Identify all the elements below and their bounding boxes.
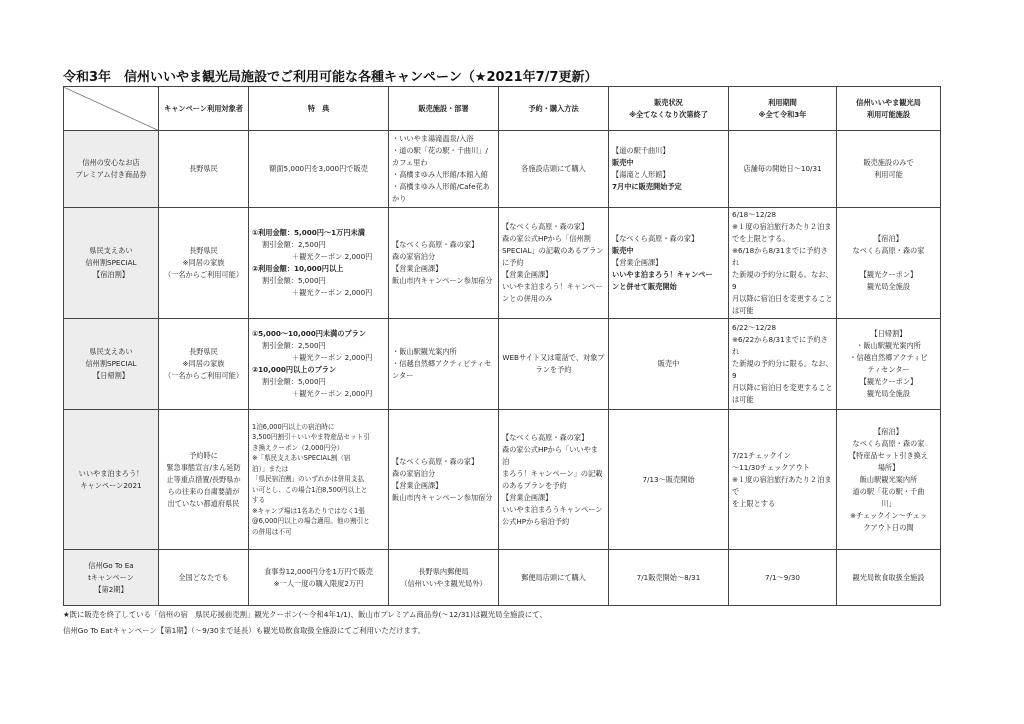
- campaign-table: [63, 86, 941, 606]
- cell-line: ※１度の宿泊旅行あたり２泊ま: [732, 222, 832, 231]
- cell-target: [159, 208, 249, 319]
- table-row: [64, 208, 941, 319]
- cell-line: ※一人一度の購入限度2万円: [273, 578, 364, 588]
- cell-shop: [389, 131, 499, 208]
- header-method: 予約・購入方法: [499, 87, 609, 131]
- cell-line: 販売中: [657, 359, 680, 368]
- header-shop: 販売施設・部署: [389, 87, 499, 131]
- header-status-line1: 販売状況: [654, 97, 683, 107]
- footnote-line: 信州Go To Eatキャンペーン【第1期】（～9/30まで延長）も観光局飲食取扱全施設にてご利用いただけます。: [63, 626, 426, 635]
- footnote-line: ★既に販売を終了している「信州の宿 県民応援前売割」観光クーポン(～令和4年1/1)、飯山市プレミアム商品券(～12/31)は観光局全施設にて、: [63, 610, 547, 619]
- cell-line: 飯山市内キャンペーン参加宿分: [392, 492, 493, 502]
- cell-line: いいやま泊まろう！: [78, 468, 144, 478]
- cell-line: 【なべくら高原・森の家】: [612, 234, 699, 243]
- cell-line: 森の家宿泊分: [392, 252, 436, 261]
- cell-line: ※6/22から8/31までに予約され: [732, 335, 828, 356]
- cell-line: （一名からご利用可能）: [163, 270, 244, 279]
- cell-line: ①5,000～10,000円未満のプラン: [252, 329, 367, 338]
- cell-line: 【営業企画課】: [612, 258, 663, 267]
- cell-line: ※6/18から8/31までに予約され: [732, 246, 828, 267]
- cell-line: まろう！キャンペーン」の記載: [502, 468, 603, 478]
- footnote: [63, 607, 547, 639]
- cell-line: でを上限とする。: [732, 234, 790, 243]
- cell-line: SPECIAL」の記載のあるプラン: [502, 246, 604, 255]
- cell-line: た新規の予約分に限る。なお、9: [732, 359, 833, 380]
- cell-line: 額面5,000円を3,000円で販売: [269, 164, 368, 173]
- cell-line: 観光局全施設: [866, 282, 911, 291]
- cell-line: 長野県民: [189, 347, 218, 356]
- header-period-line1: 利用期間: [768, 97, 797, 107]
- cell-line: は可能: [732, 395, 754, 404]
- cell-line: いいやま泊まろうキャンペーン: [502, 504, 603, 514]
- cell-line: （一名からご利用可能）: [163, 371, 244, 380]
- cell-line: 【営業企画課】: [392, 264, 443, 273]
- cell-line: ①利用金額：5,000円～1万円未満: [252, 228, 365, 237]
- cell-line: 割引金額：2,500円: [262, 240, 326, 249]
- cell-period: [729, 319, 837, 410]
- cell-line: ※チェックイン～チェッ: [849, 510, 928, 520]
- cell-facility: [837, 131, 941, 208]
- cell-line: に予約: [502, 258, 524, 267]
- cell-line: クアウト日の間: [863, 522, 914, 532]
- campaign-name: [64, 208, 159, 319]
- cell-line: 割引金額：5,000円: [262, 276, 326, 285]
- header-row: [64, 87, 941, 131]
- cell-line: ＋観光クーポン 2,000円: [292, 389, 373, 398]
- cell-line: 【日帰割】: [93, 371, 129, 380]
- header-corner: [64, 87, 159, 131]
- cell-line: ＋観光クーポン 2,000円: [292, 288, 373, 297]
- cell-target: [159, 550, 249, 606]
- cell-line: ・信越自然郷アクティビティセ: [392, 359, 492, 368]
- cell-status: [609, 131, 729, 208]
- campaign-name: [64, 550, 159, 606]
- cell-line: 6/22～12/28: [732, 323, 777, 332]
- cell-line: 【営業企画課】: [502, 492, 553, 502]
- cell-line: 7/1販売開始～8/31: [636, 572, 701, 582]
- cell-line: なべくら高原・森の家: [852, 438, 925, 448]
- cell-line: 公式HPから宿泊予約: [502, 516, 570, 526]
- cell-line: ・高橋まゆみ人形館/本館入館: [392, 170, 488, 179]
- cell-status: [609, 319, 729, 410]
- cell-line: 【観光クーポン】: [859, 377, 918, 386]
- cell-spacer: [840, 257, 937, 269]
- cell-line: らの往来の自粛要請が: [167, 486, 240, 496]
- header-status: [609, 87, 729, 131]
- cell-target: [159, 131, 249, 208]
- cell-shop: [389, 550, 499, 606]
- cell-line: ・飯山駅観光案内所: [856, 341, 921, 350]
- campaign-name: [64, 410, 159, 550]
- cell-benefit: [249, 208, 389, 319]
- cell-line: ※１度の宿泊旅行あたり２泊まで: [732, 474, 832, 496]
- cell-line: ・高橋まゆみ人形館/Cafe花あかり: [392, 182, 490, 203]
- cell-line: ティセンター: [867, 365, 910, 374]
- cell-line: 【営業企画課】: [502, 270, 553, 279]
- cell-facility: [837, 550, 941, 606]
- cell-line: 【なべくら高原・森の家】: [502, 432, 589, 442]
- cell-line: 観光局飲食取扱全施設: [852, 572, 925, 582]
- cell-line: のあるプランを予約: [502, 480, 567, 490]
- cell-line: 緊急事態宣言/まん延防: [166, 462, 241, 472]
- cell-line: 販売中: [612, 158, 634, 167]
- header-facility: [837, 87, 941, 131]
- cell-line: ンとの併用のみ: [502, 294, 553, 303]
- cell-target: [159, 319, 249, 410]
- table-row: [64, 319, 941, 410]
- cell-line: カフェ里わ: [392, 158, 428, 167]
- cell-method: [499, 410, 609, 550]
- cell-line: 3,500円割引＋いいやま特産品セット引: [252, 433, 370, 442]
- cell-line: いいやま泊まろう！キャンペー: [502, 282, 603, 291]
- cell-line: ※キャンプ場は1名あたりではなく1張: [252, 506, 365, 515]
- cell-line: 7/1～9/30: [765, 572, 800, 582]
- cell-line: の併用は不可: [252, 527, 292, 536]
- cell-line: 【営業企画課】: [392, 480, 443, 490]
- cell-line: ※同居の家族: [182, 359, 225, 368]
- cell-line: を上限とする: [732, 498, 776, 508]
- cell-line: 【特産品セット引き換え: [848, 450, 929, 460]
- cell-line: 出ていない都道府県民: [167, 498, 240, 508]
- cell-line: 信州割SPECIAL: [85, 258, 137, 267]
- header-status-line2: ※全てなくなり次第終了: [629, 109, 708, 119]
- cell-period: [729, 410, 837, 550]
- cell-line: ンと併せて販売開始: [612, 282, 677, 291]
- cell-shop: [389, 208, 499, 319]
- cell-line: （信州いいやま観光局外）: [400, 578, 487, 588]
- cell-line: 県民支えあい: [89, 246, 133, 255]
- cell-line: tキャンペーン: [88, 572, 134, 582]
- cell-status: [609, 208, 729, 319]
- cell-period: [729, 131, 837, 208]
- cell-line: 7/13～販売開始: [642, 474, 695, 484]
- header-benefit: 特 典: [249, 87, 389, 131]
- cell-line: ・飯山駅観光案内所: [392, 347, 457, 356]
- cell-line: 全国どなたでも: [178, 572, 229, 582]
- cell-shop: [389, 319, 499, 410]
- cell-line: する: [252, 496, 266, 505]
- header-facility-line2: 利用可能施設: [866, 109, 911, 119]
- cell-line: ＋観光クーポン 2,000円: [292, 353, 373, 362]
- cell-line: 7月中に販売開始予定: [612, 182, 682, 191]
- cell-line: 【なべくら高原・森の家】: [502, 222, 589, 231]
- cell-line: 森の家公式HPから「いいやま泊: [502, 444, 598, 466]
- cell-line: 飯山駅観光案内所: [859, 474, 918, 484]
- cell-line: 郵便局店頭にて購入: [521, 572, 586, 582]
- cell-line: 【湯滝と人形館】: [612, 170, 670, 179]
- header-period: [729, 87, 837, 131]
- table-row: [64, 410, 941, 550]
- cell-line: 信州の安心なお店: [82, 158, 140, 167]
- cell-line: 【なべくら高原・森の家】: [392, 456, 479, 466]
- cell-line: 森の家宿泊分: [392, 468, 436, 478]
- campaign-name: [64, 131, 159, 208]
- cell-line: ・いいやま湯滝温泉/入浴: [392, 134, 474, 143]
- header-facility-line1: 信州いいやま観光局: [856, 97, 921, 107]
- cell-line: 販売施設のみで: [863, 158, 914, 167]
- cell-method: [499, 319, 609, 410]
- cell-line: 【なべくら高原・森の家】: [392, 240, 479, 249]
- cell-line: た新規の予約分に限る。なお、9: [732, 270, 833, 291]
- cell-line: 6/18～12/28: [732, 210, 777, 219]
- cell-line: 県民支えあい: [89, 347, 133, 356]
- cell-line: 場所】: [877, 462, 900, 472]
- cell-line: 店舗毎の開始日～10/31: [743, 164, 822, 173]
- cell-line: 割引金額：2,500円: [262, 341, 326, 350]
- cell-benefit: [249, 410, 389, 550]
- cell-line: ランを予約: [535, 365, 572, 374]
- header-target: キャンペーン利用対象者: [159, 87, 249, 131]
- cell-line: 「県民宿泊割」のいずれかは併用支払: [252, 475, 365, 484]
- header-period-line2: ※全て令和3年: [758, 109, 807, 119]
- cell-line: ※「県民支えあいSPECIAL割（宿: [252, 454, 351, 463]
- cell-line: 【第2期】: [94, 584, 128, 594]
- cell-line: 森の家公式HPから「信州割: [502, 234, 591, 243]
- cell-line: 1泊6,000円以上の宿泊時に: [252, 422, 335, 431]
- cell-line: 長野県民: [189, 246, 218, 255]
- cell-line: 【宿泊】: [874, 426, 903, 436]
- cell-line: 信州割SPECIAL: [85, 359, 137, 368]
- cell-benefit: [249, 131, 389, 208]
- cell-line: 【道の駅千曲川】: [612, 146, 670, 155]
- cell-period: [729, 550, 837, 606]
- cell-line: WEBサイト又は電話で、対象プ: [502, 353, 605, 362]
- cell-line: 泊）」または: [252, 464, 289, 473]
- cell-facility: [837, 208, 941, 319]
- cell-line: いいやま泊まろう！キャンペー: [612, 270, 713, 279]
- cell-line: い可とし、この場合1泊8,500円以上と: [252, 485, 368, 494]
- cell-benefit: [249, 550, 389, 606]
- cell-line: は可能: [732, 306, 754, 315]
- cell-target: [159, 410, 249, 550]
- cell-status: [609, 550, 729, 606]
- cell-method: [499, 550, 609, 606]
- cell-line: なべくら高原・森の家: [852, 246, 925, 255]
- cell-line: 月以降に宿泊日を変更すること: [732, 294, 833, 303]
- cell-status: [609, 410, 729, 550]
- cell-line: 長野県民: [189, 164, 218, 173]
- page-title: 令和3年 信州いいやま観光局施設でご利用可能な各種キャンペーン（★2021年7/7更新）: [63, 70, 598, 85]
- cell-line: プレミアム付き商品券: [75, 170, 147, 179]
- cell-line: キャンペーン2021: [80, 480, 142, 490]
- cell-line: 【宿泊割】: [93, 270, 129, 279]
- cell-line: ～11/30チェックアウト: [732, 462, 810, 472]
- cell-line: ＋観光クーポン 2,000円: [292, 252, 373, 261]
- cell-line: 予約時に: [189, 450, 218, 460]
- cell-line: ・信越自然郷アクティビ: [849, 353, 928, 362]
- cell-line: 月以降に宿泊日を変更すること: [732, 383, 833, 392]
- cell-line: 【観光クーポン】: [859, 270, 918, 279]
- cell-line: 割引金額：5,000円: [262, 377, 326, 386]
- cell-line: ・道の駅「花の駅・千曲川」/: [392, 146, 488, 155]
- cell-line: 販売中: [612, 246, 634, 255]
- campaign-name: [64, 319, 159, 410]
- cell-line: 川」: [881, 498, 896, 508]
- cell-line: 道の駅「花の駅・千曲: [852, 486, 925, 496]
- cell-line: 信州Go To Ea: [88, 560, 134, 570]
- cell-line: 観光局全施設: [866, 389, 911, 398]
- cell-line: 飯山市内キャンペーン参加宿分: [392, 276, 493, 285]
- cell-facility: [837, 319, 941, 410]
- cell-method: [499, 208, 609, 319]
- cell-line: 利用可能: [874, 170, 903, 179]
- table-row: [64, 550, 941, 606]
- cell-line: 7/21チェックイン: [732, 450, 791, 460]
- cell-line: ※同居の家族: [182, 258, 225, 267]
- cell-line: き換えクーポン（2,000円分）: [252, 443, 344, 452]
- cell-line: 各施設店頭にて購入: [521, 164, 586, 173]
- cell-benefit: [249, 319, 389, 410]
- cell-line: 止等重点措置/長野県か: [166, 474, 241, 484]
- cell-line: 【日帰割】: [870, 329, 907, 338]
- cell-line: 食事券12,000円分を1万円で販売: [264, 566, 373, 576]
- cell-period: [729, 208, 837, 319]
- table-row: [64, 131, 941, 208]
- cell-line: 長野県内郵便局: [418, 566, 469, 576]
- cell-line: @6,000円以上の場合適用。他の割引と: [252, 517, 370, 526]
- cell-method: [499, 131, 609, 208]
- cell-line: ンター: [392, 371, 414, 380]
- cell-facility: [837, 410, 941, 550]
- cell-line: ②10,000円以上のプラン: [252, 365, 337, 374]
- cell-line: ②利用金額：10,000円以上: [252, 264, 344, 273]
- cell-line: 【宿泊】: [874, 234, 903, 243]
- cell-shop: [389, 410, 499, 550]
